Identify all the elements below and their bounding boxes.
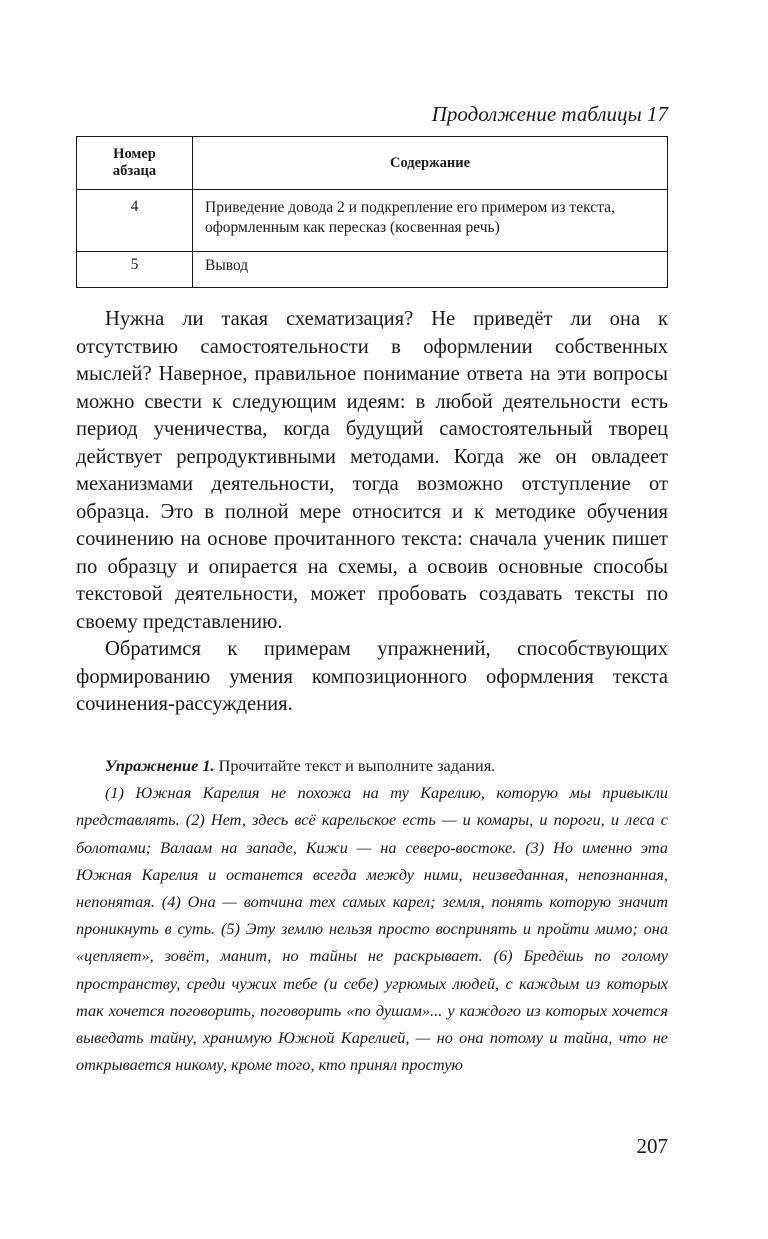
page-number: 207 bbox=[636, 1134, 668, 1158]
exercise-instruction: Прочитайте текст и выполните задания. bbox=[214, 756, 496, 775]
column-header-content: Содержание bbox=[193, 137, 668, 190]
paragraph-structure-table bbox=[76, 136, 668, 288]
row-content-cell: Приведение довода 2 и подкрепление его примером из текста, оформленным как пересказ (косвенная речь) bbox=[193, 190, 668, 252]
table-row bbox=[77, 252, 668, 288]
table-row bbox=[77, 190, 668, 252]
row-number-cell: 5 bbox=[77, 252, 193, 288]
table-continuation-caption: Продолжение таблицы 17 bbox=[431, 102, 668, 126]
column-header-paragraph-number bbox=[77, 137, 193, 190]
column-header-line: абзаца bbox=[112, 163, 157, 179]
main-body-text bbox=[76, 306, 668, 719]
exercise-block bbox=[76, 752, 668, 1078]
row-content-cell: Вывод bbox=[193, 252, 668, 288]
exercise-quoted-text: (1) Южная Карелия не похожа на ту Карелию, которую мы привыкли представлять. (2) Нет, здесь всё карельское есть — и комары, и пороги, и леса с болотами; Валаам на западе, Кижи — на северо-востоке. (3) Но именно эта Южная Карелия и останется всегда между ними, неизведанная, непознанная, непонятая. (4) Она — вотчина тех самых карел; земля, понять которую значит проникнуть в суть. (5) Эту землю нельзя просто воспринять и пройти мимо; она «цепляет», зовёт, манит, но тайны не раскрывает. (6) Бредёшь по голому пространству, среди чужих тебе (и себе) угрюмых людей, с каждым из которых так хочется поговорить, поговорить «по душам»... у каждого из которых хочется выведать тайну, хранимую Южной Карелией, — но она потому и тайна, что не открывается никому, кроме того, кто принял простую bbox=[76, 783, 668, 1075]
column-header-line: Номер bbox=[113, 146, 156, 162]
row-number-cell: 4 bbox=[77, 190, 193, 252]
body-paragraph: Нужна ли такая схематизация? Не приведёт ли она к отсутствию самостоятельности в оформлении собственных мыслей? Наверное, правильное понимание ответа на эти вопросы можно свести к следующим идеям: в любой деятельности есть период ученичества, когда будущий самостоятельный творец действует репродуктивными методами. Когда же он овладеет механизмами деятельности, тогда возможно отступление от образца. Это в полной мере относится и к методике обучения сочинению на основе прочитанного текста: сначала ученик пишет по образцу и опирается на схемы, а освоив основные способы текстовой деятельности, может пробовать создавать тексты по своему представлению. bbox=[76, 308, 668, 633]
exercise-label: Упражнение 1. bbox=[105, 756, 215, 775]
body-paragraph: Обратимся к примерам упражнений, способствующих формированию умения композиционного оформления текста сочинения-рассуждения. bbox=[76, 638, 668, 715]
table-header-row bbox=[77, 137, 668, 190]
exercise-heading bbox=[76, 752, 668, 779]
